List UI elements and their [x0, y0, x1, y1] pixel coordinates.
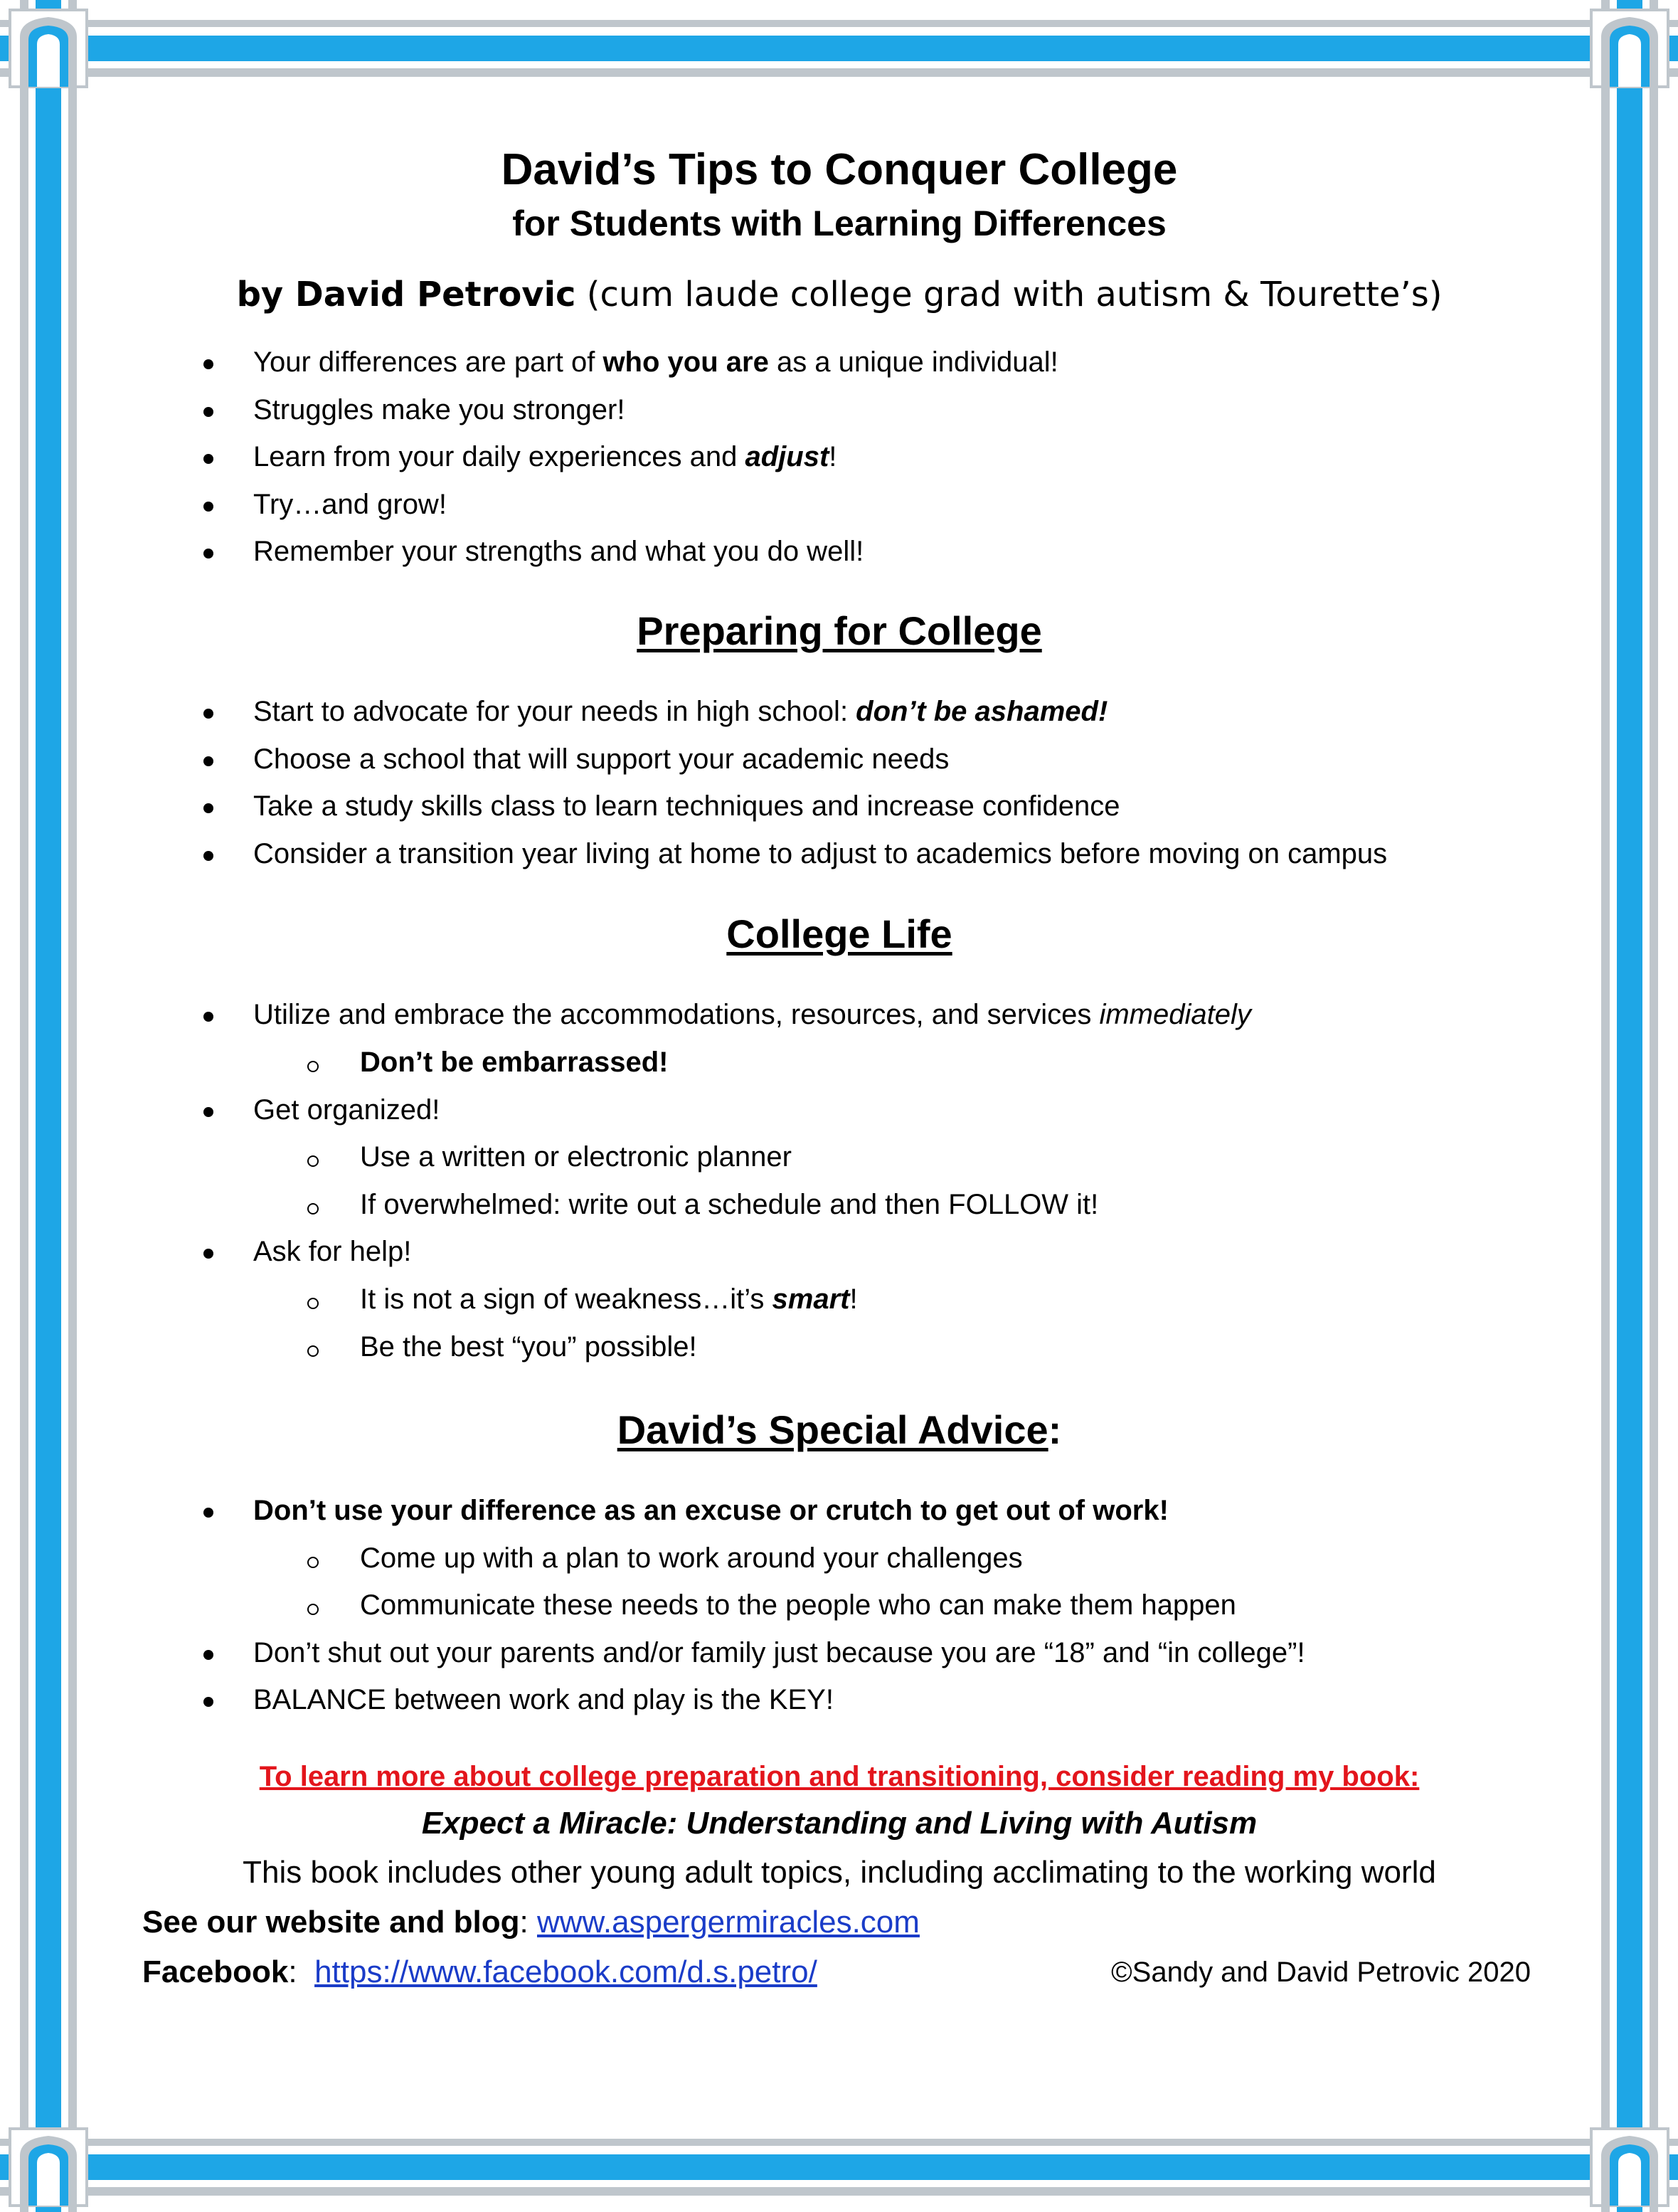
border-left: [20, 0, 77, 2212]
website-line: See our website and blog: www.aspergermiracles.com: [142, 1905, 920, 1940]
list-item: Learn from your daily experiences and adjust!: [142, 433, 1536, 481]
sub-list-item: It is not a sign of weakness…it’s smart!: [142, 1276, 1536, 1323]
corner-ornament-icon: [1590, 9, 1669, 88]
facebook-label: Facebook: [142, 1954, 289, 1990]
byline: [142, 272, 1536, 317]
list-item: Get organized!: [142, 1086, 1536, 1134]
corner-ornament-icon: [1590, 2127, 1669, 2207]
list-item: Your differences are part of who you are as a unique individual!: [142, 339, 1536, 386]
book-promo-link[interactable]: To learn more about college preparation and transitioning, consider reading my book:: [259, 1761, 1420, 1793]
list-item: Start to advocate for your needs in high school: don’t be ashamed!: [142, 688, 1536, 736]
corner-ornament-icon: [9, 9, 88, 88]
border-bottom: [0, 2139, 1678, 2196]
website-label: See our website and blog: [142, 1905, 520, 1940]
border-right: [1601, 0, 1658, 2212]
book-description: This book includes other young adult topics, including acclimating to the working world: [243, 1855, 1436, 1890]
byline-description: (cum laude college grad with autism & Tourette’s): [586, 275, 1443, 314]
document-title: David’s Tips to Conquer College: [501, 145, 1178, 194]
list-item: Consider a transition year living at home to adjust to academics before moving on campus: [142, 830, 1536, 878]
list-item: Remember your strengths and what you do well!: [142, 528, 1536, 576]
list-item: Choose a school that will support your academic needs: [142, 736, 1536, 783]
list-item: Struggles make you stronger!: [142, 386, 1536, 434]
list-item: Don’t shut out your parents and/or family just because you are “18” and “in college”!: [142, 1629, 1536, 1677]
list-item: Try…and grow!: [142, 481, 1536, 529]
list-item: BALANCE between work and play is the KEY!: [142, 1676, 1536, 1724]
preparing-list: [142, 688, 1536, 877]
list-item: Ask for help!: [142, 1228, 1536, 1276]
book-title: Expect a Miracle: Understanding and Living with Autism: [421, 1806, 1258, 1841]
sub-list-item: Come up with a plan to work around your challenges: [142, 1535, 1536, 1582]
website-link[interactable]: www.aspergermiracles.com: [537, 1905, 920, 1940]
sub-list-item: Be the best “you” possible!: [142, 1323, 1536, 1371]
facebook-link[interactable]: https://www.facebook.com/d.s.petro/: [314, 1954, 817, 1990]
facebook-line: Facebook: https://www.facebook.com/d.s.petro/ ©Sandy and David Petrovic 2020: [142, 1947, 1536, 1997]
list-item: Don’t use your difference as an excuse or crutch to get out of work!: [142, 1487, 1536, 1535]
list-item: Utilize and embrace the accommodations, resources, and services immediately: [142, 991, 1536, 1039]
sub-list-item: Communicate these needs to the people who can make them happen: [142, 1582, 1536, 1629]
copyright-notice: ©Sandy and David Petrovic 2020: [1111, 1957, 1531, 1989]
special-advice-list: [142, 1487, 1536, 1724]
border-top: [0, 20, 1678, 77]
section-heading-special-advice: David’s Special Advice:: [617, 1407, 1062, 1453]
document-subtitle: for Students with Learning Differences: [512, 203, 1167, 243]
sub-list-item: Don’t be embarrassed!: [142, 1039, 1536, 1086]
corner-ornament-icon: [9, 2127, 88, 2207]
section-heading-preparing: Preparing for College: [637, 608, 1042, 653]
section-heading-college-life: College Life: [726, 911, 952, 957]
college-life-list: [142, 991, 1536, 1370]
list-item: Take a study skills class to learn techniques and increase confidence: [142, 783, 1536, 830]
document-body: [142, 142, 1536, 1997]
intro-list: [142, 339, 1536, 576]
sub-list-item: Use a written or electronic planner: [142, 1133, 1536, 1181]
sub-list-item: If overwhelmed: write out a schedule and then FOLLOW it!: [142, 1181, 1536, 1229]
byline-author: by David Petrovic: [236, 275, 576, 314]
